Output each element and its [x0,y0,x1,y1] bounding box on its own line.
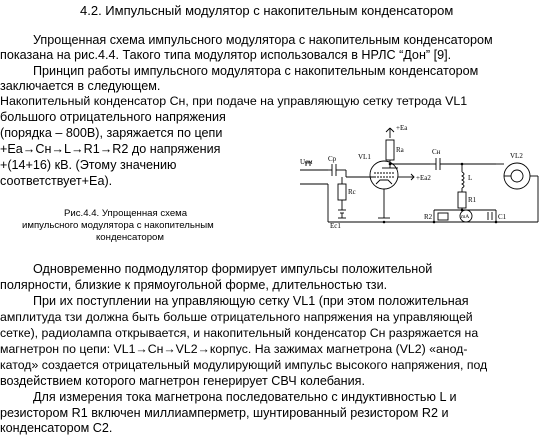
figure-caption-line-1: Рис.4.4. Упрощенная схема [64,208,188,219]
figure-caption-line-3: конденсатором [96,232,164,243]
paragraph-2-line-1: Принцип работы импульсного модулятора с накопительным конденсатором [33,64,479,78]
resistor-ra [386,140,394,160]
paragraph-1-line-1: Упрощенная схема импульсного модулятора с накопительным конденсатором [33,33,493,47]
label-rc: Rс [348,188,356,196]
label-ea2: +Eа2 [416,174,431,182]
paragraph-3-left-line-5: соответствует+Еа). [0,174,113,188]
paragraph-1-line-2: показана на рис.4.4. Такого типа модулятор использовался в НРЛС “Дон” [9]. [0,48,452,62]
paragraph-3-line-1: Накопительный конденсатор Сн, при подаче на управляющую сетку тетрода VL1 [0,94,468,108]
paragraph-4-line-7: катод» создается отрицательный модулирующий импульс высокого напряжения, под [0,358,488,372]
paragraph-4-line-11: конденсатором С2. [0,421,113,435]
paragraph-4-line-9: Для измерения тока магнетрона последовательно с индуктивностью L и [33,390,457,404]
label-ma: mA [461,214,470,220]
paragraph-4-line-2: полярности, близкие к прямоугольной форме, длительностью τзи. [0,278,388,292]
paragraph-4-line-6: магнетрон по цепи: VL1→Сн→VL2→корпус. На зажимах магнетрона (VL2) «анод- [0,342,468,356]
paragraph-4-line-5: сетке), радиолампа открывается, и накопительный конденсатор Сн разряжается на [0,326,479,340]
label-l: L [468,174,473,182]
figure-caption-line-2: импульсного модулятора с накопительным [22,220,214,231]
tetrode-vl1 [370,161,398,189]
paragraph-4-line-3: При их поступлении на управляющую сетку VL1 (при этом положительная [33,294,469,308]
label-ra: Rа [396,146,404,154]
paragraph-3-left-line-1: большого отрицательного напряжения [0,110,226,124]
label-cn: Cн [432,148,441,156]
paragraph-3-left-line-3: +Еа→Сн→L→R1→R2 до напряжения [0,142,221,156]
modulator-schematic [298,118,548,230]
label-ucm: Uсм [300,158,313,166]
resistor-r1 [458,192,466,208]
paragraph-4-line-4: амплитуда τзи должна быть больше отрицательного напряжения на управляющей [0,310,473,324]
paragraph-3-left-line-4: +(14+16) кВ. (Этому значению [0,158,177,172]
label-r2: R2 [424,213,433,221]
inductor-l [462,172,464,188]
paragraph-4-line-8: воздействием которого магнетрон генерирует СВЧ колебания. [0,374,365,388]
label-c1: C1 [498,213,507,221]
label-vl1: VL1 [358,153,371,161]
label-cp: Cр [328,155,337,163]
section-heading: 4.2. Импульсный модулятор с накопительным конденсатором [80,3,454,18]
label-vl2: VL2 [510,152,523,160]
paragraph-2-line-2: заключается в следующем. [0,79,161,93]
paragraph-3-left-line-2: (порядка – 800В), заряжается по цепи [0,126,223,140]
label-r1: R1 [468,196,477,204]
label-ea: +Eа [396,124,408,132]
paragraph-4-line-10: резистором R1 включен миллиамперметр, шунтированный резистором R2 и [0,406,449,420]
label-ec: Eс1 [330,222,341,230]
resistor-rc [338,184,346,200]
paragraph-4-line-1: Одновременно подмодулятор формирует импульсы положительной [33,262,433,276]
